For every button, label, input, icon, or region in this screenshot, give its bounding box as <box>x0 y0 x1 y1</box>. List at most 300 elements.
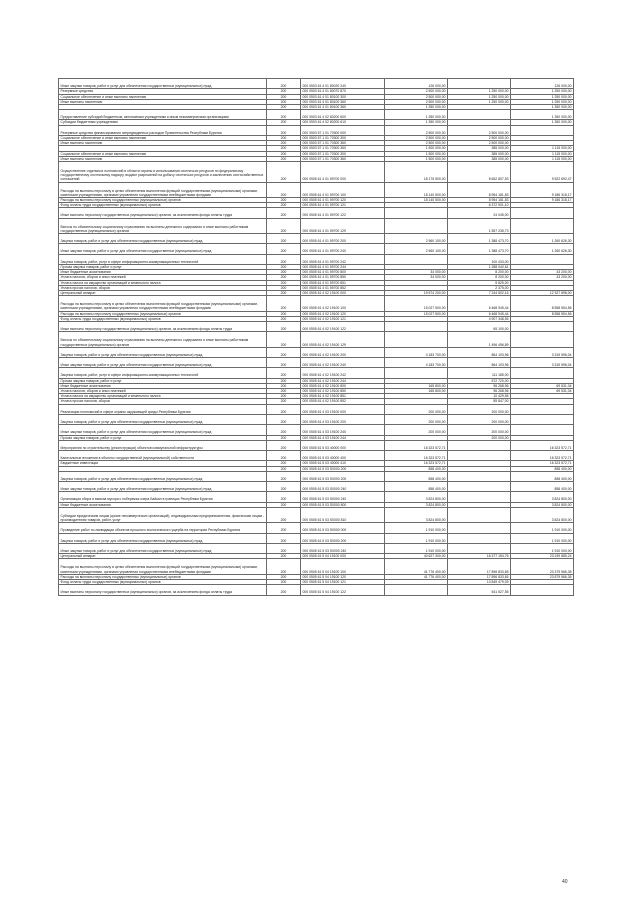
row-executed-amount-cell <box>448 110 511 120</box>
row-executed-amount-cell: 864 103,96 <box>448 358 511 368</box>
row-executed-amount-cell: 65 100,00 <box>448 322 511 332</box>
table-row <box>59 543 574 553</box>
table-row <box>59 440 574 450</box>
row-line-code-cell: 200 <box>267 254 301 264</box>
row-approved-amount-cell: 2 500 000,00 <box>385 94 448 99</box>
row-executed-amount-cell: 6 468 945,44 <box>448 311 511 316</box>
row-budget-code-cell: 000 0505 61 4 02 19100 122 <box>301 322 385 332</box>
row-executed-amount-cell: 96 268,96 <box>448 389 511 394</box>
row-approved-amount-cell: 4 183 700,00 <box>385 358 448 368</box>
row-line-code-cell: 200 <box>267 94 301 99</box>
row-unexecuted-amount-cell: 1 350 000,00 <box>511 104 574 109</box>
row-approved-amount-cell: 1 910 000,00 <box>385 523 448 533</box>
row-approved-amount-cell <box>385 322 448 332</box>
row-line-code-cell: 200 <box>267 554 301 559</box>
row-executed-amount-cell: 100 433,00 <box>448 254 511 264</box>
row-line-code-cell: 200 <box>267 378 301 383</box>
row-executed-amount-cell: 2 500 000,00 <box>448 135 511 140</box>
row-budget-code-cell: 000 0505 61 5 03 S0000 240 <box>301 492 385 502</box>
row-line-code-cell: 200 <box>267 502 301 507</box>
row-budget-code-cell: 000 0505 61 5 03 S0000 200 <box>301 466 385 471</box>
table-row <box>59 94 574 99</box>
row-line-code-cell: 200 <box>267 492 301 502</box>
row-line-code-cell: 200 <box>267 125 301 135</box>
row-unexecuted-amount-cell <box>511 322 574 332</box>
row-budget-code-cell: 000 0505 61 5 03 40000 400 <box>301 451 385 461</box>
row-approved-amount-cell: 126 000,00 <box>385 79 448 89</box>
row-approved-amount-cell: 19 574 200,00 <box>385 291 448 296</box>
table-row <box>59 523 574 533</box>
row-line-code-cell: 200 <box>267 482 301 492</box>
row-unexecuted-amount-cell: 16 323 572,71 <box>511 451 574 461</box>
row-budget-code-cell: 000 0505 61 4 02 19100 800 <box>301 383 385 388</box>
row-line-code-cell: 200 <box>267 399 301 404</box>
row-budget-code-cell: 000 0505 61 4 01 59700 120 <box>301 197 385 202</box>
row-budget-code-cell: 000 0505 61 5 03 S0000 800 <box>301 502 385 507</box>
row-unexecuted-amount-cell: 1 910 000,00 <box>511 543 574 553</box>
row-executed-amount-cell: 200 000,00 <box>448 414 511 424</box>
row-approved-amount-cell: 4 183 700,00 <box>385 347 448 357</box>
row-executed-amount-cell: 1 250 000,00 <box>448 89 511 94</box>
row-budget-code-cell: 000 0503 61 4 02 80200 610 <box>301 120 385 125</box>
row-approved-amount-cell: 2 500 000,00 <box>385 89 448 94</box>
row-name-cell: Иные закупки товаров, работ и услуг для обеспечения государственных (муниципальных) нужд <box>59 543 267 553</box>
row-unexecuted-amount-cell: 1 910 000,00 <box>511 523 574 533</box>
row-executed-amount-cell: 17 896 833,65 <box>448 574 511 579</box>
row-budget-code-cell: 000 0503 57 1 01 70300 300 <box>301 151 385 156</box>
row-approved-amount-cell: 1 500 000,00 <box>385 151 448 156</box>
table-row <box>59 482 574 492</box>
row-unexecuted-amount-cell: 1 250 000,00 <box>511 89 574 94</box>
row-unexecuted-amount-cell <box>511 125 574 135</box>
row-budget-code-cell: 000 0505 61 4 02 19100 244 <box>301 378 385 383</box>
row-approved-amount-cell <box>385 254 448 264</box>
row-budget-code-cell: 000 0505 61 4 02 19100 200 <box>301 347 385 357</box>
table-row <box>59 559 574 574</box>
row-line-code-cell: 200 <box>267 197 301 202</box>
row-executed-amount-cell <box>448 440 511 450</box>
row-executed-amount-cell <box>448 523 511 533</box>
row-name-cell: Мероприятия по строительству (реконструкции) объектов коммунальной инфраструктуры <box>59 440 267 450</box>
table-row <box>59 208 574 218</box>
row-line-code-cell: 200 <box>267 79 301 89</box>
row-approved-amount-cell: 858 400,00 <box>385 471 448 481</box>
row-line-code-cell: 200 <box>267 296 301 311</box>
row-approved-amount-cell: 1 350 000,00 <box>385 120 448 125</box>
row-executed-amount-cell: 385 000,00 <box>448 156 511 161</box>
row-approved-amount-cell: 2 560 100,00 <box>385 234 448 244</box>
row-name-cell: Резервные средства финансирования непредвиденных расходов Правительства Республики Бурятия <box>59 125 267 135</box>
row-approved-amount-cell: 18 175 500,00 <box>385 161 448 182</box>
row-unexecuted-amount-cell: 69 531,04 <box>511 383 574 388</box>
row-line-code-cell: 200 <box>267 316 301 321</box>
row-approved-amount-cell: 165 800,00 <box>385 383 448 388</box>
row-line-code-cell: 200 <box>267 368 301 378</box>
row-name-cell: Иные выплаты населению <box>59 156 267 161</box>
row-approved-amount-cell <box>385 368 448 378</box>
row-approved-amount-cell: 34 000,00 <box>385 270 448 275</box>
table-row <box>59 311 574 316</box>
row-line-code-cell: 200 <box>267 322 301 332</box>
row-line-code-cell: 200 <box>267 244 301 254</box>
row-unexecuted-amount-cell: 3 824 800,00 <box>511 502 574 507</box>
row-executed-amount-cell: 8 200,00 <box>448 270 511 275</box>
row-name-cell: Уплата налога на имущество организаций и земельного налога <box>59 394 267 399</box>
row-name-cell: Иные бюджетные ассигнования <box>59 502 267 507</box>
row-budget-code-cell: 000 0503 61 4 01 80070 870 <box>301 89 385 94</box>
row-line-code-cell: 200 <box>267 203 301 208</box>
table-row <box>59 471 574 481</box>
table-row <box>59 79 574 89</box>
row-executed-amount-cell: 96 268,96 <box>448 383 511 388</box>
row-approved-amount-cell: 1 500 000,00 <box>385 156 448 161</box>
row-executed-amount-cell: 200 000,00 <box>448 435 511 440</box>
row-name-cell: Прочая закупка товаров, работ и услуг <box>59 378 267 383</box>
row-line-code-cell: 200 <box>267 285 301 290</box>
row-name-cell: Закупка товаров, работ и услуг для обеспечения государственных (муниципальных) нужд <box>59 414 267 424</box>
row-budget-code-cell: 000 0505 61 4 01 59700 242 <box>301 254 385 264</box>
row-approved-amount-cell: 200 000,00 <box>385 414 448 424</box>
row-line-code-cell: 200 <box>267 466 301 471</box>
row-line-code-cell: 200 <box>267 156 301 161</box>
row-name-cell: Центральный аппарат <box>59 291 267 296</box>
row-executed-amount-cell <box>448 79 511 89</box>
row-unexecuted-amount-cell: 126 000,00 <box>511 79 574 89</box>
row-name-cell: Уплата налога на имущество организаций и земельного налога <box>59 280 267 285</box>
row-name-cell: Субсидии бюджетным учреждениям <box>59 120 267 125</box>
row-name-cell: Расходы на выплаты персоналу в целях обеспечения выполнения функций государственными (муниципальными) органами, казенными учреждениями, органами управления государственными внебюджетными фондами <box>59 559 267 574</box>
row-budget-code-cell: 000 0505 61 4 01 59700 240 <box>301 244 385 254</box>
row-budget-code-cell: 000 0505 61 4 03 19100 000 <box>301 404 385 414</box>
row-unexecuted-amount-cell: 9 522 692,47 <box>511 161 574 182</box>
row-name-cell: Иные закупки товаров, работ и услуг для обеспечения государственных (муниципальных) нужд <box>59 358 267 368</box>
row-line-code-cell: 200 <box>267 110 301 120</box>
row-budget-code-cell: 000 0505 61 4 02 19100 852 <box>301 399 385 404</box>
row-name-cell: Расходы на выплаты персоналу государственных (муниципальных) органов <box>59 197 267 202</box>
row-budget-code-cell: 000 0505 61 4 01 59700 850 <box>301 275 385 280</box>
row-unexecuted-amount-cell: 1 350 000,00 <box>511 110 574 120</box>
row-executed-amount-cell: 385 000,00 <box>448 146 511 151</box>
table-row <box>59 404 574 414</box>
row-unexecuted-amount-cell <box>511 404 574 414</box>
row-executed-amount-cell: 16 377 154,76 <box>448 554 511 559</box>
row-executed-amount-cell: 1 250 000,00 <box>448 99 511 104</box>
row-unexecuted-amount-cell: 8 558 554,56 <box>511 311 574 316</box>
row-approved-amount-cell: 18 140 500,00 <box>385 182 448 197</box>
row-budget-code-cell: 000 0505 61 5 03 S0000 810 <box>301 507 385 522</box>
row-name-cell: Расходы на выплаты персоналу государственных (муниципальных) органов <box>59 311 267 316</box>
row-budget-code-cell: 000 0505 61 5 03 40000 000 <box>301 440 385 450</box>
row-approved-amount-cell <box>385 208 448 218</box>
row-name-cell: Капитальные вложения в объекты государственной (муниципальной) собственности <box>59 451 267 461</box>
row-name-cell: Прочая закупка товаров, работ и услуг <box>59 435 267 440</box>
table-row <box>59 110 574 120</box>
row-line-code-cell: 200 <box>267 507 301 522</box>
row-unexecuted-amount-cell: 23 879 566,35 <box>511 574 574 579</box>
row-budget-code-cell: 000 0505 61 5 04 19100 122 <box>301 585 385 595</box>
row-executed-amount-cell: 6 468 945,44 <box>448 296 511 311</box>
row-budget-code-cell: 000 0505 61 4 01 59700 100 <box>301 182 385 197</box>
row-unexecuted-amount-cell <box>511 332 574 347</box>
row-budget-code-cell: 000 0505 61 4 02 19100 240 <box>301 358 385 368</box>
row-budget-code-cell: 000 0505 61 4 02 19100 121 <box>301 316 385 321</box>
row-name-cell: Центральный аппарат <box>59 554 267 559</box>
table-row <box>59 234 574 244</box>
table-row <box>59 125 574 135</box>
row-line-code-cell: 200 <box>267 234 301 244</box>
row-name-cell: Фонд оплаты труда государственных (муниципальных) органов <box>59 203 267 208</box>
row-budget-code-cell: 000 0505 61 5 03 S0000 000 <box>301 523 385 533</box>
row-unexecuted-amount-cell: 1 910 000,00 <box>511 533 574 543</box>
row-budget-code-cell: 000 0503 61 4 01 80100 300 <box>301 94 385 99</box>
row-unexecuted-amount-cell: 16 323 572,71 <box>511 461 574 466</box>
budget-execution-table <box>58 78 574 596</box>
row-budget-code-cell: 000 0505 61 4 01 59700 200 <box>301 234 385 244</box>
row-line-code-cell: 200 <box>267 394 301 399</box>
row-budget-code-cell: 000 0505 61 4 02 19100 851 <box>301 394 385 399</box>
table-row <box>59 533 574 543</box>
row-executed-amount-cell: 1 250 000,00 <box>448 94 511 99</box>
row-name-cell: Социальное обеспечение и иные выплаты населению <box>59 135 267 140</box>
row-line-code-cell: 200 <box>267 383 301 388</box>
row-name-cell: Иные закупки товаров, работ и услуг для обеспечения государственных (муниципальных) нужд <box>59 482 267 492</box>
row-unexecuted-amount-cell: 1 250 000,00 <box>511 99 574 104</box>
row-name-cell: Расходы на выплаты персоналу в целях обеспечения выполнения функций государственными (муниципальными) органами, казенными учреждениями, органами управления государственными внебюджетными фондами <box>59 182 267 197</box>
table-row <box>59 151 574 156</box>
row-line-code-cell: 200 <box>267 218 301 233</box>
row-unexecuted-amount-cell: 16 323 572,71 <box>511 440 574 450</box>
row-unexecuted-amount-cell: 9 186 318,17 <box>511 197 574 202</box>
row-name-cell: Закупка товаров, работ, услуг в сфере информационно-коммуникационных технологий <box>59 368 267 378</box>
row-name-cell: Закупка товаров, работ и услуг для обеспечения государственных (муниципальных) нужд <box>59 234 267 244</box>
row-approved-amount-cell: 34 000,00 <box>385 275 448 280</box>
table-row <box>59 507 574 522</box>
row-line-code-cell: 200 <box>267 311 301 316</box>
row-line-code-cell: 200 <box>267 120 301 125</box>
row-budget-code-cell: 000 0505 61 5 03 40000 410 <box>301 461 385 466</box>
row-name-cell: Расходы на выплаты персоналу в целях обеспечения выполнения функций государственными (муниципальными) органами, казенными учреждениями, органами управления государственными внебюджетными фондами <box>59 296 267 311</box>
row-unexecuted-amount-cell: 69 531,04 <box>511 389 574 394</box>
row-budget-code-cell: 000 0505 61 5 04 19100 100 <box>301 559 385 574</box>
row-approved-amount-cell: 165 800,00 <box>385 389 448 394</box>
row-budget-code-cell: 000 0505 61 4 02 19100 100 <box>301 296 385 311</box>
table-row <box>59 425 574 435</box>
row-name-cell: Социальное обеспечение и иные выплаты населению <box>59 151 267 156</box>
row-budget-code-cell: 000 0505 61 4 01 59700 122 <box>301 208 385 218</box>
row-unexecuted-amount-cell: 1 250 000,00 <box>511 94 574 99</box>
row-executed-amount-cell <box>448 471 511 481</box>
table-row <box>59 332 574 347</box>
row-budget-code-cell: 000 0505 61 4 01 59700 000 <box>301 161 385 182</box>
row-executed-amount-cell: 2 500 000,00 <box>448 141 511 146</box>
row-budget-code-cell: 000 0503 57 1 01 70300 360 <box>301 141 385 146</box>
row-budget-code-cell: 000 0505 61 4 01 59700 852 <box>301 285 385 290</box>
row-line-code-cell: 200 <box>267 451 301 461</box>
row-line-code-cell: 200 <box>267 523 301 533</box>
report-page <box>58 78 573 596</box>
row-executed-amount-cell: 1 557 235,73 <box>448 218 511 233</box>
row-name-cell: Закупка товаров, работ, услуг в сфере информационно-коммуникационных технологий <box>59 254 267 264</box>
row-approved-amount-cell: 858 400,00 <box>385 466 448 471</box>
row-line-code-cell: 200 <box>267 471 301 481</box>
row-executed-amount-cell: 13 849 479,09 <box>448 580 511 585</box>
row-budget-code-cell: 000 0505 61 4 02 19100 000 <box>301 291 385 296</box>
table-row <box>59 203 574 208</box>
row-approved-amount-cell: 40 627 300,00 <box>385 554 448 559</box>
row-approved-amount-cell: 15 027 500,00 <box>385 296 448 311</box>
row-approved-amount-cell <box>385 218 448 233</box>
row-budget-code-cell: 000 0503 57 1 01 70300 360 <box>301 146 385 151</box>
row-unexecuted-amount-cell <box>511 425 574 435</box>
row-executed-amount-cell: 7 244 502,16 <box>448 291 511 296</box>
row-executed-amount-cell: 4 907 348,55 <box>448 316 511 321</box>
row-unexecuted-amount-cell: 1 115 000,00 <box>511 151 574 156</box>
row-name-cell: Закупка товаров, работ и услуг для обеспечения государственных (муниципальных) нужд <box>59 347 267 357</box>
row-executed-amount-cell: 5 825,00 <box>448 280 511 285</box>
row-unexecuted-amount-cell: 1 260 626,30 <box>511 244 574 254</box>
row-line-code-cell: 200 <box>267 161 301 182</box>
row-executed-amount-cell: 6 372 901,10 <box>448 203 511 208</box>
row-executed-amount-cell: 200 000,00 <box>448 425 511 435</box>
row-unexecuted-amount-cell: 9 186 318,17 <box>511 182 574 197</box>
row-name-cell: Уплата налогов, сборов и иных платежей <box>59 275 267 280</box>
table-row <box>59 135 574 140</box>
row-name-cell: Уплата прочих налогов, сборов <box>59 399 267 404</box>
table-row <box>59 280 574 285</box>
row-line-code-cell: 200 <box>267 332 301 347</box>
row-approved-amount-cell <box>385 332 448 347</box>
row-executed-amount-cell: 200 000,00 <box>448 404 511 414</box>
row-budget-code-cell: 000 0505 61 5 04 19100 000 <box>301 554 385 559</box>
row-budget-code-cell: 000 0505 61 4 01 59700 800 <box>301 270 385 275</box>
row-line-code-cell: 200 <box>267 141 301 146</box>
table-body <box>59 79 574 596</box>
row-executed-amount-cell: 8 652 807,53 <box>448 161 511 182</box>
row-budget-code-cell: 000 0505 61 5 04 19100 121 <box>301 580 385 585</box>
row-line-code-cell: 200 <box>267 461 301 466</box>
row-budget-code-cell: 000 0503 61 4 02 80200 600 <box>301 110 385 120</box>
row-executed-amount-cell <box>448 507 511 522</box>
row-unexecuted-amount-cell: 43 200,00 <box>511 275 574 280</box>
row-approved-amount-cell: 2 500 000,00 <box>385 125 448 135</box>
row-name-cell: Уплата прочих налогов, сборов <box>59 285 267 290</box>
row-name-cell: Бюджетные инвестиции <box>59 461 267 466</box>
table-row <box>59 574 574 579</box>
row-approved-amount-cell: 41 776 400,00 <box>385 559 448 574</box>
row-line-code-cell: 200 <box>267 559 301 574</box>
row-approved-amount-cell: 2 500 000,00 <box>385 99 448 104</box>
row-name-cell: Иные бюджетные ассигнования <box>59 383 267 388</box>
table-row <box>59 197 574 202</box>
row-budget-code-cell: 000 0503 61 4 01 80020 240 <box>301 79 385 89</box>
row-line-code-cell: 200 <box>267 208 301 218</box>
row-unexecuted-amount-cell: 8 558 554,56 <box>511 296 574 311</box>
row-name-cell: Осуществление отдельных полномочий в области охраны и использования охотничьих ресурсов по федеральному государственному охотничьему надзору, выдаче разрешений на добычу охотничьих ресурсов и заключению охотхозяйственных соглашений <box>59 161 267 182</box>
row-line-code-cell: 200 <box>267 358 301 368</box>
row-name-cell: Реализация полномочий в сфере охраны окружающей среды Республики Бурятия <box>59 404 267 414</box>
row-executed-amount-cell: 111 185,00 <box>448 368 511 378</box>
row-line-code-cell: 200 <box>267 414 301 424</box>
row-line-code-cell: 200 <box>267 275 301 280</box>
row-budget-code-cell: 000 0503 57 1 01 70300 360 <box>301 156 385 161</box>
row-name-cell: Иные закупки товаров, работ и услуг для обеспечения государственных (муниципальных) нужд <box>59 425 267 435</box>
row-line-code-cell: 200 <box>267 99 301 104</box>
row-budget-code-cell: 000 0505 61 4 03 19100 240 <box>301 425 385 435</box>
row-approved-amount-cell: 1 350 000,00 <box>385 104 448 109</box>
row-budget-code-cell: 000 0505 61 4 02 19100 850 <box>301 389 385 394</box>
row-executed-amount-cell: 2 375,00 <box>448 285 511 290</box>
row-line-code-cell: 200 <box>267 280 301 285</box>
row-approved-amount-cell: 15 027 500,00 <box>385 311 448 316</box>
row-budget-code-cell: 000 0505 61 4 01 59700 129 <box>301 218 385 233</box>
row-name-cell: Иные выплаты персоналу государственных (муниципальных) органов, за исключением фонда оплаты труда <box>59 585 267 595</box>
row-approved-amount-cell: 16 323 572,71 <box>385 451 448 461</box>
row-name-cell: Субсидии юридическим лицам (кроме некоммерческих организаций), индивидуальным предпринимателям, физическим лицам - производителям товаров, работ, услуг <box>59 507 267 522</box>
row-approved-amount-cell: 1 350 000,00 <box>385 110 448 120</box>
row-executed-amount-cell <box>448 451 511 461</box>
row-unexecuted-amount-cell: 43 200,00 <box>511 270 574 275</box>
row-approved-amount-cell: 2 500 000,00 <box>385 141 448 146</box>
row-line-code-cell: 200 <box>267 104 301 109</box>
table-row <box>59 358 574 368</box>
row-budget-code-cell: 000 0503 57 1 01 70300 000 <box>301 125 385 135</box>
row-executed-amount-cell <box>448 533 511 543</box>
row-executed-amount-cell: 8 954 181,83 <box>448 197 511 202</box>
row-budget-code-cell: 000 0505 61 5 03 S0000 240 <box>301 543 385 553</box>
row-line-code-cell: 200 <box>267 404 301 414</box>
table-row <box>59 394 574 399</box>
row-budget-code-cell: 000 0505 61 4 02 19100 242 <box>301 368 385 378</box>
row-name-cell: Закупка товаров, работ и услуг для обеспечения государственных (муниципальных) нужд <box>59 533 267 543</box>
row-executed-amount-cell: 864 103,96 <box>448 347 511 357</box>
row-unexecuted-amount-cell <box>511 585 574 595</box>
table-row <box>59 254 574 264</box>
row-budget-code-cell: 000 0505 61 5 03 S0000 200 <box>301 471 385 481</box>
row-unexecuted-amount-cell: 12 327 698,00 <box>511 291 574 296</box>
row-executed-amount-cell: 24 045,00 <box>448 208 511 218</box>
row-executed-amount-cell: 17 896 833,65 <box>448 559 511 574</box>
row-name-cell: Иные выплаты персоналу государственных (муниципальных) органов, за исключением фонда оплаты труда <box>59 322 267 332</box>
row-name-cell: Расходы на выплаты персоналу государственных (муниципальных) органов <box>59 574 267 579</box>
row-executed-amount-cell: 2 500 000,00 <box>448 125 511 135</box>
table-row <box>59 244 574 254</box>
row-approved-amount-cell: 1 910 000,00 <box>385 533 448 543</box>
row-name-cell: Иные бюджетные ассигнования <box>59 270 267 275</box>
row-approved-amount-cell: 41 776 400,00 <box>385 574 448 579</box>
row-budget-code-cell: 000 0505 61 4 03 19100 200 <box>301 414 385 424</box>
row-unexecuted-amount-cell: 1 115 000,00 <box>511 156 574 161</box>
row-name-cell: Проведение работ по ликвидации объектов прошлого экологического ущерба на территории Республики Бурятия <box>59 523 267 533</box>
row-line-code-cell: 200 <box>267 580 301 585</box>
row-executed-amount-cell: 385 000,00 <box>448 151 511 156</box>
row-unexecuted-amount-cell: 3 319 596,04 <box>511 347 574 357</box>
row-name-cell: Иные выплаты населению <box>59 141 267 146</box>
row-approved-amount-cell: 18 140 500,00 <box>385 197 448 202</box>
row-line-code-cell: 200 <box>267 89 301 94</box>
row-approved-amount-cell: 200 000,00 <box>385 404 448 414</box>
row-line-code-cell: 200 <box>267 425 301 435</box>
table-row <box>59 585 574 595</box>
row-unexecuted-amount-cell: 3 824 800,00 <box>511 492 574 502</box>
page-number: 40 <box>562 879 568 885</box>
row-executed-amount-cell: 541 527,55 <box>448 585 511 595</box>
row-line-code-cell: 200 <box>267 135 301 140</box>
row-budget-code-cell: 000 0505 61 4 02 19100 120 <box>301 311 385 316</box>
row-budget-code-cell: 000 0505 61 4 03 19100 244 <box>301 435 385 440</box>
row-line-code-cell: 200 <box>267 435 301 440</box>
row-name-cell: Закупка товаров, работ и услуг для обеспечения государственных (муниципальных) нужд <box>59 471 267 481</box>
row-executed-amount-cell: 1 388 473,70 <box>448 234 511 244</box>
